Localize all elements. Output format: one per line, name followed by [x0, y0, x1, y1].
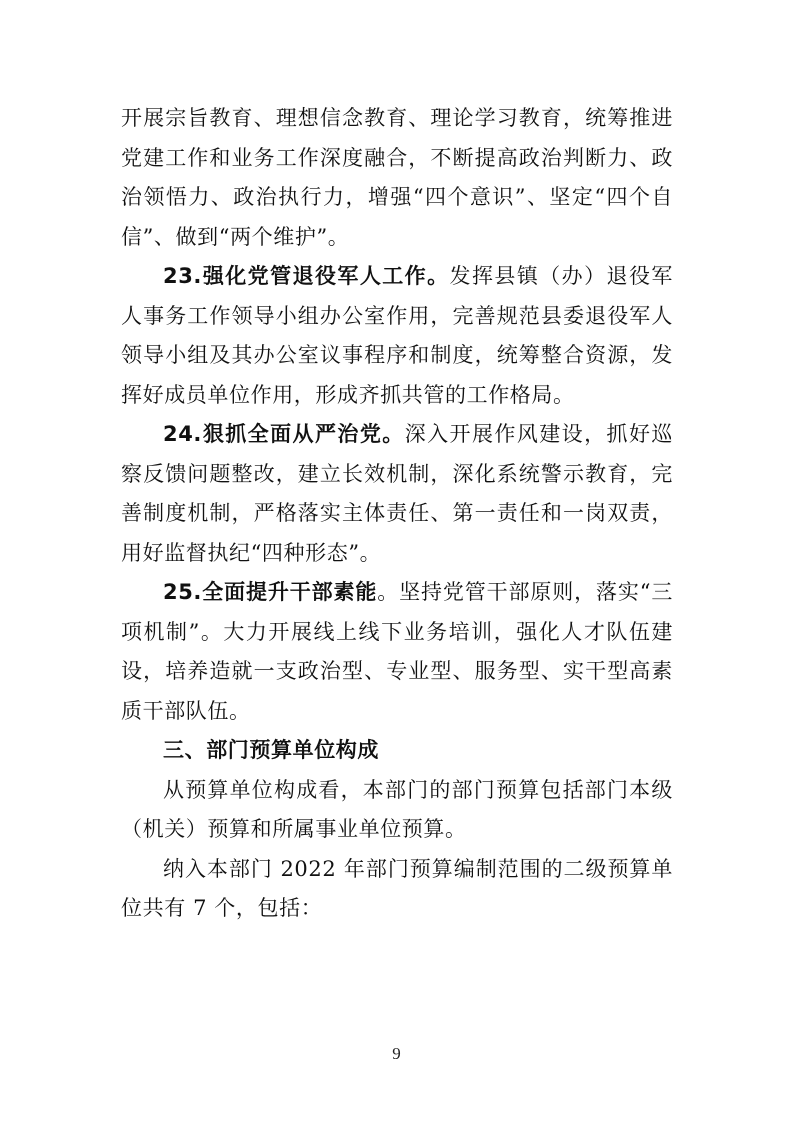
item-23-heading: 23.强化党管退役军人工作。 [163, 264, 450, 288]
paragraph-text: 开展宗旨教育、理想信念教育、理论学习教育，统筹推进党建工作和业务工作深度融合，不断提高政治判断力、政治领悟力、政治执行力，增强“四个意识”、坚定“四个自信”、做到“两个维护”。 [121, 106, 673, 249]
paragraph-party-education [121, 99, 673, 257]
item-24-text: 深入开展作风建设，抓好巡察反馈问题整改，建立长效机制，深化系统警示教育，完善制度机制，严格落实主体责任、第一责任和一岗双责，用好监督执纪“四种形态”。 [121, 422, 673, 565]
item-23-text: 发挥县镇（办）退役军人事务工作领导小组办公室作用，完善规范县委退役军人领导小组及其办公室议事程序和制度，统筹整合资源，发挥好成员单位作用，形成齐抓共管的工作格局。 [121, 264, 673, 407]
paragraph-budget-composition: 从预算单位构成看，本部门的部门预算包括部门本级（机关）预算和所属事业单位预算。 [121, 777, 673, 841]
item-24-heading: 24.狠抓全面从严治党。 [163, 422, 405, 446]
paragraph-budget-units: 纳入本部门 2022 年部门预算编制范围的二级预算单位共有 7 个，包括： [121, 856, 673, 920]
page-number: 9 [392, 1044, 401, 1063]
paragraph-item-24 [121, 415, 673, 573]
item-25-heading: 25.全面提升干部素能 [163, 580, 378, 604]
paragraph-item-25 [121, 573, 673, 731]
item-25-text: 。坚持党管干部原则，落实“三项机制”。大力开展线上线下业务培训，强化人才队伍建设，培养造就一支政治型、专业型、服务型、实干型高素质干部队伍。 [121, 580, 673, 723]
paragraph-item-23 [121, 257, 673, 415]
section-heading: 三、部门预算单位构成 [163, 738, 379, 762]
document-body [121, 99, 673, 929]
